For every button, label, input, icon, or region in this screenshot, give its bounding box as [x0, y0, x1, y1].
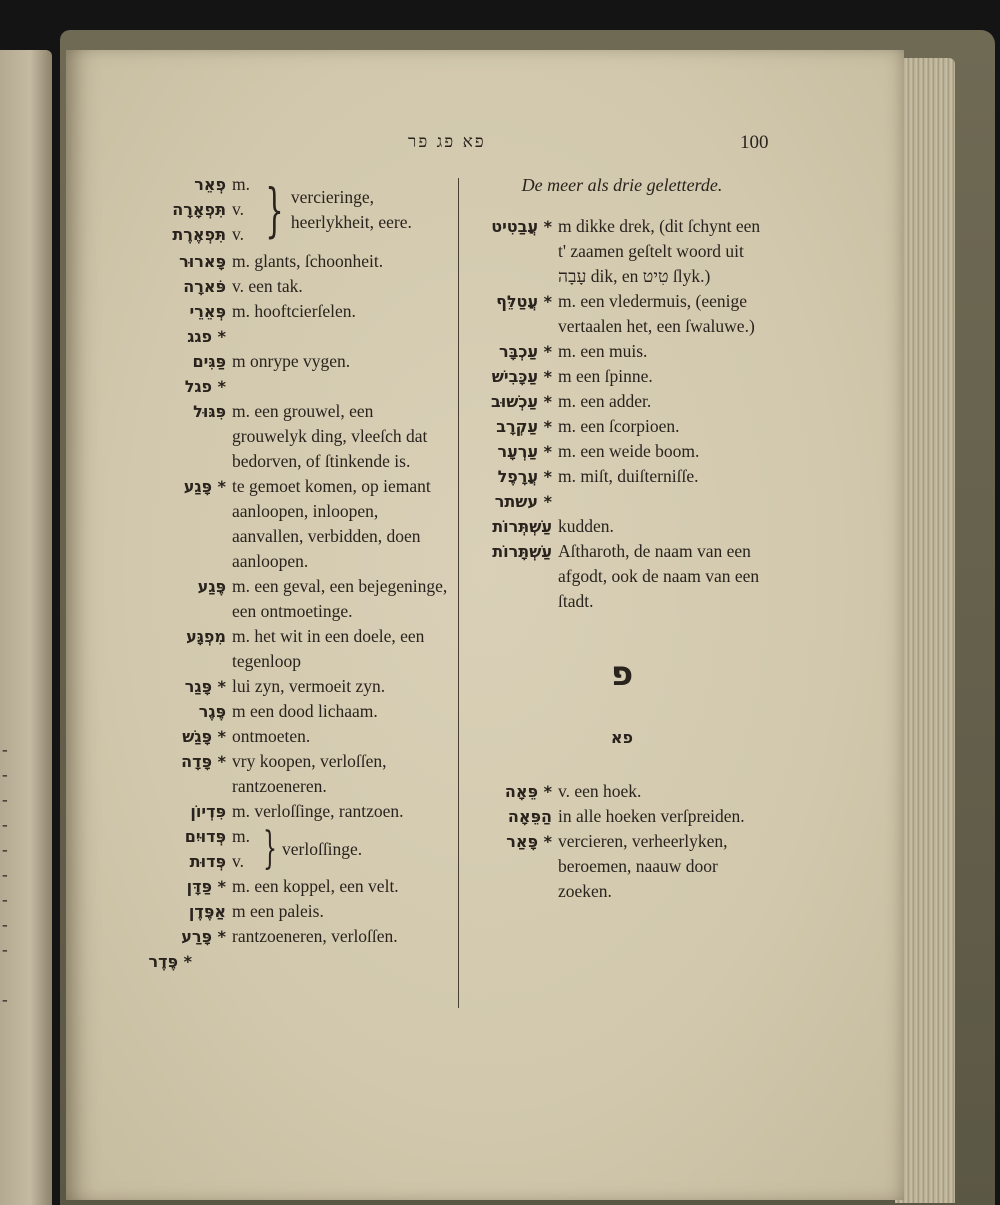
definition: m een dood lichaam.: [232, 701, 378, 721]
entry: [130, 674, 452, 699]
definition: m onrype vygen.: [232, 351, 351, 371]
brace: }: [265, 175, 284, 244]
entry: [472, 539, 772, 614]
entry: [130, 399, 452, 474]
entry: [472, 389, 772, 414]
definition: m een paleis.: [232, 901, 324, 921]
headword: * פגל: [184, 377, 226, 396]
headword: פֶּגַע: [197, 577, 226, 596]
entry: [130, 949, 452, 974]
brace: }: [263, 823, 277, 874]
entry: [130, 299, 452, 324]
headword: עַשְׁתָּרוֹת: [492, 542, 552, 561]
gender: v.: [232, 851, 244, 871]
entry: [130, 699, 452, 724]
headword: פָּארוּר: [179, 252, 226, 271]
section-subhead: פא: [610, 728, 634, 747]
entry: [130, 924, 452, 949]
entry: [130, 374, 452, 399]
headword: מִפְגָּע: [186, 627, 226, 646]
headword: * פָּאַר: [506, 832, 552, 851]
headword: * פָּרַע: [181, 927, 226, 946]
headword: פְאֵר: [194, 175, 226, 194]
entry: [472, 339, 772, 364]
definition: m. miſt, duiſterniſſe.: [558, 466, 699, 486]
margin-mark: -: [2, 990, 8, 1009]
margin-mark: -: [2, 940, 8, 959]
definition: Aſtharoth, de naam van een afgodt, ook de naam van een ſtadt.: [558, 541, 760, 611]
margin-mark: -: [2, 790, 8, 809]
margin-mark: -: [2, 765, 8, 784]
entry: [130, 474, 452, 574]
entry: [130, 874, 452, 899]
margin-mark: -: [2, 815, 8, 834]
headword: הַפֵּאָה: [507, 807, 552, 826]
headword: * פָּדָה: [181, 752, 226, 771]
definition: m. het wit in een doele, een tegenloop: [232, 626, 425, 671]
definition: m. een muis.: [558, 341, 648, 361]
headword: * עֲרָפֶל: [497, 467, 552, 486]
definition: m. verloſſinge, rantzoen.: [232, 801, 404, 821]
entry: [472, 779, 772, 804]
headword: * עַכָּבִישׁ: [491, 367, 552, 386]
section-letter: פ: [610, 654, 634, 694]
entry: [130, 274, 452, 299]
column-divider: [458, 178, 459, 1008]
headword: * עַקְרָב: [496, 417, 552, 436]
definition: vercieringe, heerlykheit, eere.: [290, 186, 412, 232]
headword: פְּדוּת: [189, 852, 226, 871]
headword: תִּפְאָרָה: [172, 200, 226, 219]
headword: פְּדוּיִם: [184, 827, 226, 846]
entry: [472, 514, 772, 539]
headword: * פגג: [187, 327, 226, 346]
entry: [130, 574, 452, 624]
margin-mark: -: [2, 840, 8, 859]
gender: v.: [232, 199, 244, 219]
entry: [472, 829, 772, 904]
margin-mark: -: [2, 740, 8, 759]
headword: תִּפְאֶרֶת: [172, 225, 226, 244]
gender: m.: [232, 174, 250, 194]
entry: [130, 899, 452, 924]
gender: m.: [232, 826, 250, 846]
definition: rantzoeneren, verloſſen.: [232, 926, 398, 946]
definition: in alle hoeken verſpreiden.: [558, 806, 745, 826]
entry: [130, 624, 452, 674]
definition: kudden.: [558, 516, 614, 536]
headword: פִּדְיוֹן: [190, 802, 226, 821]
headword: פְּאֵרֵי: [189, 302, 226, 321]
margin-mark: -: [2, 890, 8, 909]
headword: פֹּארָה: [183, 277, 226, 296]
entry-group: [130, 824, 452, 874]
headword: * עַרְעָר: [497, 442, 552, 461]
entry: [130, 349, 452, 374]
running-head-letters: פא פג פר: [408, 132, 486, 152]
definition: m. een geval, een bejegeninge, een ontmoetinge.: [232, 576, 448, 621]
definition: ontmoeten.: [232, 726, 311, 746]
section-title: De meer als drie geletterde.: [521, 175, 723, 195]
headword: פִּגּוּל: [193, 402, 226, 421]
entry: [130, 749, 452, 799]
definition: v. een tak.: [232, 276, 303, 296]
definition: vercieren, verheerlyken, beroemen, naauw door zoeken.: [558, 831, 728, 901]
headword: * פַּדָּן: [186, 877, 226, 896]
entry: [472, 489, 772, 514]
entry: [130, 799, 452, 824]
definition: m. een grouwel, een grouwelyk ding, vleeſch dat bedorven, of ſtinkende is.: [232, 401, 428, 471]
definition: m. hooftcierſelen.: [232, 301, 356, 321]
definition: verloſſinge.: [282, 838, 363, 859]
margin-mark: -: [2, 915, 8, 934]
definition: m. een ſcorpioen.: [558, 416, 680, 436]
definition: m dikke drek, (dit ſchynt een t' zaamen geſtelt woord uit עָבָה dik, en טִיט ſlyk.): [558, 216, 761, 286]
headword: * פֶּדֶר: [148, 952, 192, 971]
entry-group: [130, 172, 452, 247]
margin-mark: -: [2, 865, 8, 884]
entry: [472, 214, 772, 289]
headword: אַפֶּדֶן: [188, 902, 226, 921]
headword: * עֲטַלֵּף: [496, 292, 552, 311]
definition: m een ſpinne.: [558, 366, 653, 386]
entry: [472, 804, 772, 829]
definition: m. een koppel, een velt.: [232, 876, 399, 896]
left-column: [130, 172, 452, 974]
page-edges: [895, 58, 955, 1203]
definition: m. een vledermuis, (eenige vertaalen het, een ſwaluwe.): [558, 291, 755, 336]
definition: v. een hoek.: [558, 781, 642, 801]
headword: פַּגִּים: [192, 352, 226, 371]
gender: v.: [232, 224, 244, 244]
definition: m. een weide boom.: [558, 441, 700, 461]
headword: * פָּגַשׁ: [182, 727, 226, 746]
definition: m. glants, ſchoonheit.: [232, 251, 384, 271]
definition: m. een adder.: [558, 391, 652, 411]
headword: פֶּגֶר: [198, 702, 226, 721]
definition: te gemoet komen, op iemant aanloopen, inloopen, aanvallen, verbidden, doen aanloopen.: [232, 476, 431, 571]
definition: lui zyn, vermoeit zyn.: [232, 676, 386, 696]
headword: * עשתר: [494, 492, 552, 511]
right-column: [472, 172, 772, 904]
headword: עַשְׁתְּרוֹת: [492, 517, 552, 536]
entry: [130, 324, 452, 349]
entry: [130, 249, 452, 274]
entry: [472, 464, 772, 489]
entry: [472, 364, 772, 389]
definition: vry koopen, verloſſen, rantzoeneren.: [232, 751, 387, 796]
headword: * פָּגַר: [184, 677, 226, 696]
headword: * עַכְבָּר: [498, 342, 552, 361]
entry: [472, 414, 772, 439]
headword: * עַכְשׁוּב: [490, 392, 552, 411]
left-page-edge: [0, 50, 52, 1205]
entry: [130, 724, 452, 749]
headword: * פֵּאָה: [504, 782, 552, 801]
page-number: 100: [740, 132, 769, 153]
headword: * פָּגַע: [183, 477, 226, 496]
headword: * עֲבַטִיט: [491, 217, 552, 236]
entry: [472, 289, 772, 339]
entry: [472, 439, 772, 464]
